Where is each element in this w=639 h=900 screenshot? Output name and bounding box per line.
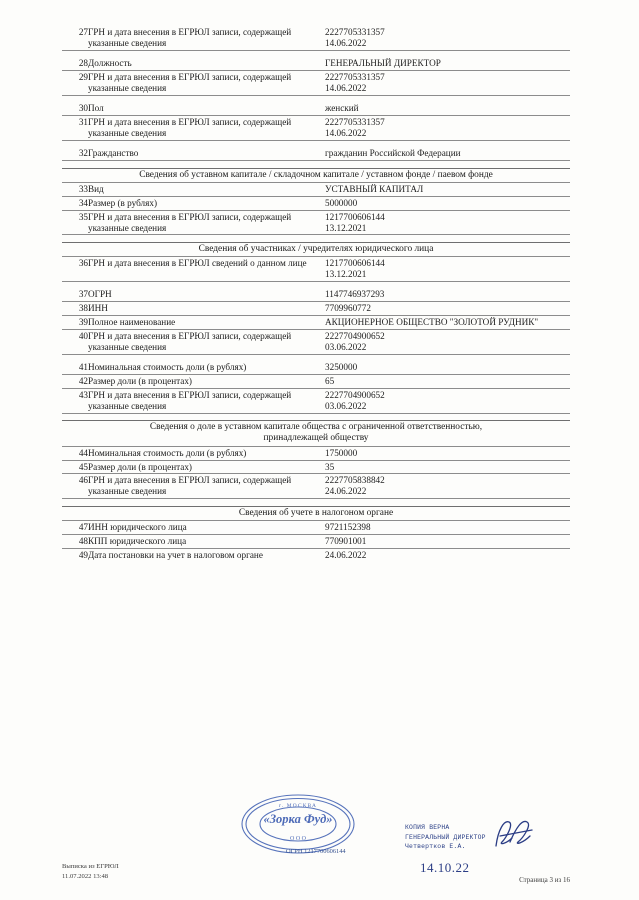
table-row (62, 388, 570, 413)
section-title-founders: Сведения об участниках / учредителях юридического лица (198, 243, 434, 254)
section-title-share (62, 421, 570, 447)
row-value (325, 57, 570, 70)
table-row (62, 460, 570, 474)
document-body (62, 26, 570, 562)
table-row (62, 102, 570, 115)
table-row (62, 548, 570, 561)
row-number: 33 (78, 184, 88, 195)
table-section-tax (62, 506, 570, 562)
table-row (62, 116, 570, 141)
row-value-line1: 5000000 (325, 197, 358, 208)
row-value-line1: 1217700606144 (325, 258, 385, 269)
section-title-share-line1: Сведения о доле в уставном капитале общества с ограниченной ответственностью, (149, 422, 483, 433)
row-number: 29 (78, 72, 88, 83)
row-label: Вид (88, 184, 104, 195)
row-value (325, 388, 570, 413)
table-row (62, 26, 570, 50)
section-title-tax: Сведения об учете в налогоном органе (238, 507, 394, 518)
row-label: ГРН и дата внесения в ЕГРЮЛ записи, содержащей указанные сведения (88, 72, 292, 93)
row-value (325, 210, 570, 235)
row-value-line1: 2227704900652 (325, 331, 385, 342)
table-row (62, 316, 570, 330)
table-section-share (62, 420, 570, 506)
table-row (62, 474, 570, 499)
row-label: ГРН и дата внесения в ЕГРЮЛ записи, содержащей указанные сведения (88, 211, 292, 233)
row-value: 3250000 (325, 362, 358, 373)
table-row (62, 375, 570, 389)
row-label: ГРН и дата внесения в ЕГРЮЛ записи, содержащей указанные сведения (88, 27, 292, 48)
table-row (62, 183, 570, 197)
row-value-line2: 13.12.2021 (325, 269, 367, 280)
row-label: ГРН и дата внесения в ЕГРЮЛ записи, содержащей указанные сведения (88, 331, 292, 352)
section-title-capital: Сведения об уставном капитале / складочном капитале / уставном фонде / паевом фонде (139, 169, 493, 180)
section-header-row (62, 506, 570, 520)
row-number: 45 (78, 461, 88, 472)
svg-text:г. МОСКВА: г. МОСКВА (278, 803, 318, 809)
row-label: ИНН (88, 303, 108, 314)
table-row (62, 57, 570, 70)
row-value (325, 257, 570, 282)
handwritten-signature (492, 816, 538, 855)
table-row (62, 534, 570, 548)
row-number: 27 (78, 27, 88, 37)
row-value: АКЦИОНЕРНОЕ ОБЩЕСТВО "ЗОЛОТОЙ РУДНИК" (325, 317, 539, 328)
table-row (62, 288, 570, 301)
spacer (62, 95, 570, 102)
certification-line-1: КОПИЯ ВЕРНА (405, 824, 450, 831)
row-label: ГРН и дата внесения в ЕГРЮЛ записи, содержащей указанные сведения (88, 475, 292, 497)
row-number: 34 (78, 197, 88, 208)
table-row (62, 446, 570, 460)
table-row (62, 257, 570, 282)
row-value (325, 196, 570, 210)
spacer (62, 235, 570, 242)
row-value: 9721152398 (325, 521, 371, 532)
table-row (62, 210, 570, 235)
row-value (325, 147, 570, 160)
row-value-line1: 7709960772 (325, 303, 371, 314)
row-number: 48 (78, 535, 88, 546)
row-value-line1: 2227705331357 (325, 117, 385, 128)
row-number: 37 (78, 289, 88, 300)
section-header-row (62, 168, 570, 182)
row-value (325, 330, 570, 355)
row-value (325, 183, 570, 197)
footer-line-2: 11.07.2022 13:48 (62, 872, 109, 880)
section-header-row (62, 242, 570, 256)
row-number: 38 (78, 303, 88, 314)
row-value (325, 302, 570, 316)
row-label: Номинальная стоимость доли (в рублях) (88, 362, 247, 373)
row-number: 43 (78, 389, 88, 400)
row-number: 41 (78, 362, 88, 373)
row-value-line1: ГЕНЕРАЛЬНЫЙ ДИРЕКТОР (325, 58, 441, 69)
table-section-capital (62, 168, 570, 242)
row-number: 28 (78, 58, 88, 69)
row-value-line1: 2227705331357 (325, 72, 385, 83)
row-label: Номинальная стоимость доли (в рублях) (88, 447, 247, 458)
row-value (325, 116, 570, 141)
row-value-line1: гражданин Российской Федерации (325, 148, 461, 159)
company-seal-stamp (238, 793, 358, 855)
row-number: 47 (78, 521, 88, 532)
row-value-line1: УСТАВНЫЙ КАПИТАЛ (325, 184, 424, 195)
row-value (325, 102, 570, 115)
row-number: 36 (78, 258, 88, 269)
row-value: 1750000 (325, 447, 358, 458)
row-value (325, 288, 570, 301)
table-group-management (62, 26, 570, 168)
row-number: 39 (78, 317, 88, 328)
row-value-line2: 24.06.2022 (325, 486, 367, 497)
handwritten-date: 14.10.22 (420, 860, 470, 875)
row-number: 31 (78, 117, 88, 128)
row-label: ГРН и дата внесения в ЕГРЮЛ записи, содержащей указанные сведения (88, 389, 292, 411)
section-title-share-line2: принадлежащей обществу (263, 433, 369, 444)
row-label: КПП юридического лица (88, 535, 187, 546)
row-number: 46 (78, 475, 88, 486)
row-label: Гражданство (88, 148, 139, 159)
row-number: 35 (78, 211, 88, 222)
table-row (62, 330, 570, 355)
table-row (62, 196, 570, 210)
row-label: Должность (88, 58, 132, 69)
spacer (62, 281, 570, 288)
row-value: 65 (325, 376, 335, 387)
row-value-line1: 1147746937293 (325, 289, 385, 300)
row-value-line1: 1217700606144 (325, 211, 385, 222)
row-value-line2: 14.06.2022 (325, 37, 367, 48)
row-number: 30 (78, 103, 88, 114)
table-row (62, 71, 570, 96)
row-value (325, 26, 570, 50)
spacer (62, 161, 570, 168)
certification-line-3: Четвертков Е.А. (405, 843, 466, 851)
row-value (325, 71, 570, 96)
row-value: 770901001 (325, 535, 367, 546)
row-number: 44 (78, 447, 88, 458)
table-row (62, 147, 570, 160)
seal-ogrn-text: ОГРН 1217700606144 (286, 848, 346, 855)
seal-ring-text: О О О (290, 836, 306, 842)
table-row (62, 520, 570, 534)
row-value-line2: 03.06.2022 (325, 341, 367, 352)
footer-source (62, 862, 119, 881)
row-label: Размер доли (в процентах) (88, 461, 192, 472)
row-value-line2: 03.06.2022 (325, 400, 367, 411)
row-label: ГРН и дата внесения в ЕГРЮЛ сведений о данном лице (88, 258, 307, 269)
spacer (62, 50, 570, 57)
row-value-line2: 13.12.2021 (325, 222, 367, 233)
table-section-founders (62, 242, 570, 420)
row-number: 49 (78, 549, 88, 560)
spacer (62, 413, 570, 420)
row-label: Полное наименование (88, 317, 176, 328)
section-header-row (62, 421, 570, 447)
row-value: 35 (325, 461, 335, 472)
seal-company-name: «Зорка Фуд» (263, 812, 333, 826)
row-label: ОГРН (88, 289, 112, 300)
spacer (62, 499, 570, 506)
row-value: 24.06.2022 (325, 549, 367, 560)
row-label: ГРН и дата внесения в ЕГРЮЛ записи, содержащей указанные сведения (88, 117, 292, 139)
row-value-line1: женский (325, 103, 359, 114)
row-label: Размер доли (в процентах) (88, 376, 192, 387)
row-number: 42 (78, 376, 88, 387)
row-label: Пол (88, 103, 104, 114)
spacer (62, 140, 570, 147)
row-value-line2: 14.06.2022 (325, 128, 367, 139)
row-value (325, 474, 570, 499)
row-label: Дата постановки на учет в налоговом органе (88, 549, 263, 560)
row-number: 32 (78, 148, 88, 159)
row-value-line2: 14.06.2022 (325, 82, 367, 93)
table-row (62, 302, 570, 316)
row-label: Размер (в рублях) (88, 197, 158, 208)
table-row (62, 361, 570, 374)
row-value-line1: 2227705331357 (325, 27, 385, 37)
footer-line-1: Выписка из ЕГРЮЛ (62, 863, 119, 870)
row-number: 40 (78, 331, 88, 342)
footer-page-number: Страница 3 из 16 (519, 876, 570, 884)
certification-line-2: ГЕНЕРАЛЬНЫЙ ДИРЕКТОР (405, 833, 486, 841)
row-value-line1: 2227704900652 (325, 389, 385, 400)
spacer (62, 354, 570, 361)
row-label: ИНН юридического лица (88, 521, 187, 532)
row-value-line1: 2227705838842 (325, 475, 385, 486)
